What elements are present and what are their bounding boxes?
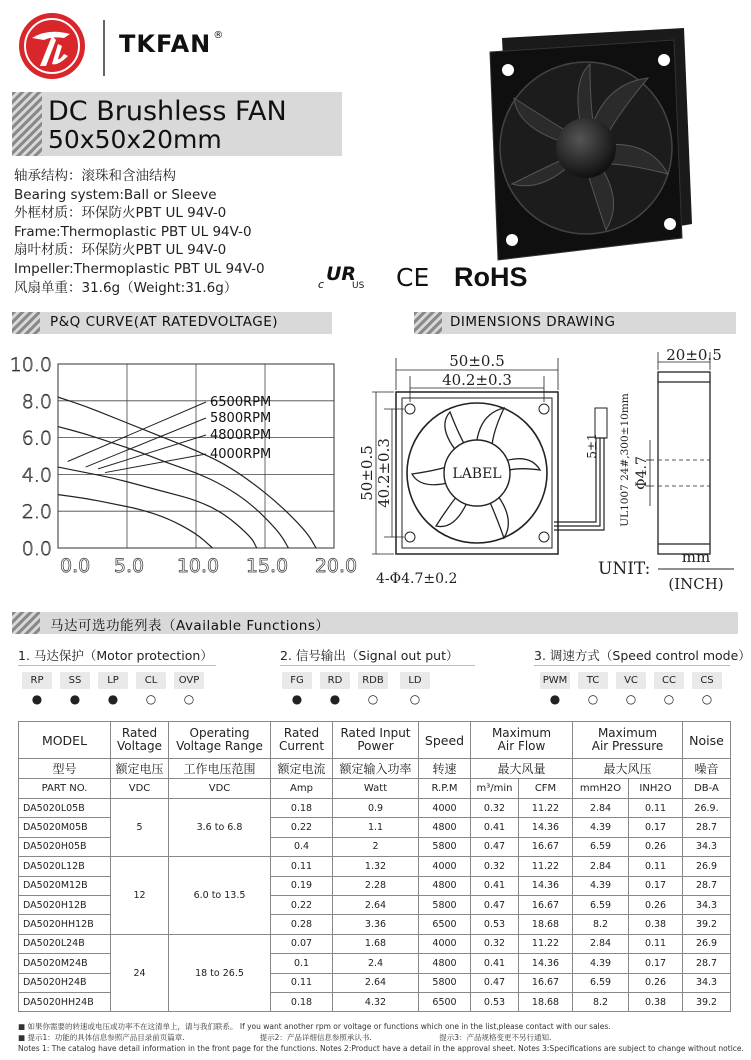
table-cell: 2.84 bbox=[573, 857, 629, 876]
header-cn-cell: 转速 bbox=[419, 759, 471, 779]
x-tick-label: 0.0 bbox=[60, 555, 91, 577]
depth-label: 20±0.5 bbox=[666, 346, 722, 364]
unit-mm: mm bbox=[681, 548, 711, 566]
speed-control-title: 3. 调速方式（Speed control mode） bbox=[534, 648, 751, 663]
table-cell: DA5020M12B bbox=[19, 876, 111, 895]
header-rated-voltage: Rated Voltage bbox=[111, 722, 169, 759]
dimensions-section-stripe bbox=[414, 312, 442, 334]
hole-diameter-label: Φ4.7 bbox=[634, 456, 650, 490]
motor-protection-title: 1. 马达保护（Motor protection） bbox=[18, 648, 213, 663]
table-cell: DA5020L12B bbox=[19, 857, 111, 876]
table-cell: 11.22 bbox=[519, 934, 573, 953]
table-cell: 11.22 bbox=[519, 857, 573, 876]
y-tick-label: 4.0 bbox=[21, 464, 52, 487]
table-cell: DA5020M24B bbox=[19, 954, 111, 973]
table-cell: 0.32 bbox=[471, 857, 519, 876]
table-cell: 1.1 bbox=[333, 818, 419, 837]
table-cell: 6.0 to 13.5 bbox=[169, 857, 271, 935]
table-cell: 2.64 bbox=[333, 895, 419, 914]
footnote: ■ 如果你需要的转速或电压或功率不在这清单上，请与我们联系。 If you want another rpm or voltage or functions which one in the list,please contact with our sales. bbox=[18, 1022, 611, 1031]
function-option: RDB ○ bbox=[356, 672, 390, 708]
table-cell: 0.38 bbox=[629, 915, 683, 934]
table-cell: 18 to 26.5 bbox=[169, 934, 271, 1012]
table-cell: 0.26 bbox=[629, 837, 683, 856]
table-cell: 11.22 bbox=[519, 799, 573, 818]
table-cell: DA5020H24B bbox=[19, 973, 111, 992]
table-cell: 0.11 bbox=[271, 857, 333, 876]
series-line bbox=[58, 495, 213, 548]
table-cell: 16.67 bbox=[519, 895, 573, 914]
table-cell: 4.39 bbox=[573, 954, 629, 973]
header-cn-cell: 额定电流 bbox=[271, 759, 333, 779]
table-body bbox=[19, 799, 731, 1012]
table-cell: 0.07 bbox=[271, 934, 333, 953]
unit-cell: VDC bbox=[169, 779, 271, 799]
table-cell: 0.9 bbox=[333, 799, 419, 818]
table-cell: DA5020M05B bbox=[19, 818, 111, 837]
table-cell: DA5020L05B bbox=[19, 799, 111, 818]
function-option: CL ○ bbox=[134, 672, 168, 708]
height-pitch-label: 40.2±0.3 bbox=[375, 438, 393, 508]
header-cn-cell: 最大风压 bbox=[573, 759, 683, 779]
fan-cable bbox=[554, 408, 607, 530]
table-cell: 34.3 bbox=[683, 895, 731, 914]
header-speed: Speed bbox=[419, 722, 471, 759]
table-cell: 8.2 bbox=[573, 915, 629, 934]
table-cell: 6.59 bbox=[573, 973, 629, 992]
table-cell: 26.9. bbox=[683, 799, 731, 818]
unit-cell: m³/min bbox=[471, 779, 519, 799]
table-units-row bbox=[19, 779, 731, 799]
brand-name: TKFAN ® bbox=[119, 30, 225, 58]
strip-length-label: 5±1 bbox=[585, 433, 599, 459]
table-cell: 5800 bbox=[419, 973, 471, 992]
spec-line: 风扇单重：31.6g（Weight:31.6g） bbox=[14, 279, 238, 296]
x-tick-label: 20.0 bbox=[314, 555, 358, 577]
table-cell: 34.3 bbox=[683, 837, 731, 856]
function-option: RP ● bbox=[20, 672, 54, 708]
unit-cell: DB-A bbox=[683, 779, 731, 799]
table-cell: 3.6 to 6.8 bbox=[169, 799, 271, 857]
ul-recognized-icon: UR bbox=[326, 263, 357, 285]
x-tick-label: 5.0 bbox=[113, 555, 145, 577]
page-subtitle: 50x50x20mm bbox=[48, 125, 222, 154]
ul-us-mark: US bbox=[352, 281, 365, 291]
table-cell: 6.59 bbox=[573, 837, 629, 856]
series-pointer bbox=[105, 454, 206, 473]
table-cell: 2.84 bbox=[573, 799, 629, 818]
table-cell: 28.7 bbox=[683, 954, 731, 973]
table-cell: 0.26 bbox=[629, 895, 683, 914]
dimensions-section-title: DIMENSIONS DRAWING bbox=[450, 314, 616, 330]
table-cell: 16.67 bbox=[519, 973, 573, 992]
series-label: 6500RPM bbox=[210, 395, 272, 410]
footnotes bbox=[18, 1021, 744, 1054]
tkfan-logo-icon bbox=[12, 10, 92, 82]
function-option: FG ● bbox=[280, 672, 314, 708]
table-cell: DA5020L24B bbox=[19, 934, 111, 953]
series-line bbox=[58, 467, 257, 548]
table-cell: 16.67 bbox=[519, 837, 573, 856]
table-cell: 2.4 bbox=[333, 954, 419, 973]
table-cell: 0.28 bbox=[271, 915, 333, 934]
table-cell: 0.41 bbox=[471, 876, 519, 895]
series-label: 4800RPM bbox=[210, 428, 272, 443]
spec-table bbox=[18, 721, 731, 1012]
unit-cell: CFM bbox=[519, 779, 573, 799]
header-rated-input: Rated Input Power bbox=[333, 722, 419, 759]
table-cell: 0.47 bbox=[471, 895, 519, 914]
unit-cell: INH2O bbox=[629, 779, 683, 799]
height-label: 50±0.5 bbox=[358, 445, 376, 501]
table-cell: 8.2 bbox=[573, 992, 629, 1011]
header-operating-range: Operating Voltage Range bbox=[169, 722, 271, 759]
table-header-row bbox=[19, 722, 731, 759]
table-cell: 0.41 bbox=[471, 954, 519, 973]
table-cell: 0.22 bbox=[271, 818, 333, 837]
unit-cell: Amp bbox=[271, 779, 333, 799]
rohs-icon: RoHS bbox=[454, 262, 528, 292]
table-cell: 1.32 bbox=[333, 857, 419, 876]
series-label: 5800RPM bbox=[210, 411, 272, 426]
header-airflow: Maximum Air Flow bbox=[471, 722, 573, 759]
footnote: ■ 提示1：功能的具体信息参照产品目录前页篇章. 提示2：产品详细信息参照承认书. 提示3：产品规格变更不另行通知. bbox=[18, 1033, 552, 1042]
spec-line: 外框材质：环保防火PBT UL 94V-0 bbox=[14, 205, 227, 222]
unit-cell: mmH2O bbox=[573, 779, 629, 799]
header-cn-cell: 型号 bbox=[19, 759, 111, 779]
certification-logos bbox=[316, 258, 556, 294]
fan-side-view bbox=[658, 372, 710, 554]
function-option: CC ○ bbox=[652, 672, 686, 708]
fan-photo bbox=[478, 24, 698, 264]
y-tick-label: 0.0 bbox=[21, 538, 52, 560]
header-rated-current: Rated Current bbox=[271, 722, 333, 759]
table-cell: 14.36 bbox=[519, 818, 573, 837]
ul-c-mark: c bbox=[318, 278, 325, 291]
table-cell: 6.59 bbox=[573, 895, 629, 914]
table-cell: 0.22 bbox=[271, 895, 333, 914]
header-cn-cell: 噪音 bbox=[683, 759, 731, 779]
table-cell: DA5020H12B bbox=[19, 895, 111, 914]
spec-list bbox=[14, 167, 344, 297]
table-cell: 18.68 bbox=[519, 915, 573, 934]
table-cell: 0.11 bbox=[271, 973, 333, 992]
table-cell: 0.32 bbox=[471, 934, 519, 953]
signal-output-title: 2. 信号输出（Signal out put） bbox=[280, 648, 459, 663]
y-tick-label: 8.0 bbox=[21, 390, 52, 413]
table-cell: 0.53 bbox=[471, 915, 519, 934]
table-cell: 0.53 bbox=[471, 992, 519, 1011]
table-cell: 18.68 bbox=[519, 992, 573, 1011]
table-row bbox=[19, 799, 731, 818]
table-cell: 0.47 bbox=[471, 837, 519, 856]
brand-divider bbox=[103, 20, 105, 76]
table-cell: 34.3 bbox=[683, 973, 731, 992]
table-cell: 2 bbox=[333, 837, 419, 856]
label-text: LABEL bbox=[452, 466, 502, 482]
table-cell: 0.1 bbox=[271, 954, 333, 973]
header-cn-cell: 额定输入功率 bbox=[333, 759, 419, 779]
series-label: 4000RPM bbox=[210, 447, 272, 462]
table-cell: 0.47 bbox=[471, 973, 519, 992]
table-cell: 0.32 bbox=[471, 799, 519, 818]
table-cell: 6500 bbox=[419, 915, 471, 934]
unit-cell: R.P.M bbox=[419, 779, 471, 799]
table-cell: 4800 bbox=[419, 876, 471, 895]
function-options bbox=[0, 672, 750, 712]
table-cell: 2.28 bbox=[333, 876, 419, 895]
function-option: LP ● bbox=[96, 672, 130, 708]
table-row bbox=[19, 934, 731, 953]
header-cn-cell: 额定电压 bbox=[111, 759, 169, 779]
functions-section-title: 马达可选功能列表（Available Functions） bbox=[50, 618, 330, 634]
spec-line: 轴承结构：滚珠和含油结构 bbox=[14, 168, 176, 184]
series-pointer bbox=[68, 402, 206, 462]
table-cell: 4800 bbox=[419, 818, 471, 837]
table-cell: 28.7 bbox=[683, 876, 731, 895]
table-cell: 4800 bbox=[419, 954, 471, 973]
unit-label: UNIT: bbox=[598, 559, 651, 579]
table-cell: 26.9 bbox=[683, 934, 731, 953]
holes-label: 4-Φ4.7±0.2 bbox=[376, 571, 458, 587]
table-cell: 26.9 bbox=[683, 857, 731, 876]
table-cell: 0.11 bbox=[629, 934, 683, 953]
table-cell: 1.68 bbox=[333, 934, 419, 953]
page-title: DC Brushless FAN bbox=[48, 96, 287, 127]
table-cell: 5800 bbox=[419, 895, 471, 914]
unit-cell: VDC bbox=[111, 779, 169, 799]
unit-cell: Watt bbox=[333, 779, 419, 799]
y-tick-label: 6.0 bbox=[21, 427, 52, 450]
table-cell: 39.2 bbox=[683, 915, 731, 934]
function-option: OVP ○ bbox=[172, 672, 206, 708]
function-option: CS ○ bbox=[690, 672, 724, 708]
table-cell: 14.36 bbox=[519, 954, 573, 973]
unit-cell: PART NO. bbox=[19, 779, 111, 799]
table-cell: 5 bbox=[111, 799, 169, 857]
table-header-cn-row bbox=[19, 759, 731, 779]
motor-protection-rule bbox=[18, 665, 216, 666]
pq-curve-chart bbox=[9, 348, 358, 588]
table-cell: 6500 bbox=[419, 992, 471, 1011]
table-cell: 0.19 bbox=[271, 876, 333, 895]
table-cell: 0.18 bbox=[271, 992, 333, 1011]
spec-line: Impeller:Thermoplastic PBT UL 94V-0 bbox=[14, 260, 265, 277]
table-cell: 0.4 bbox=[271, 837, 333, 856]
table-cell: 5800 bbox=[419, 837, 471, 856]
x-tick-label: 10.0 bbox=[176, 555, 220, 577]
spec-line: Frame:Thermoplastic PBT UL 94V-0 bbox=[14, 223, 252, 240]
table-cell: 0.41 bbox=[471, 818, 519, 837]
table-cell: 0.26 bbox=[629, 973, 683, 992]
function-option: TC ○ bbox=[576, 672, 610, 708]
table-cell: 0.38 bbox=[629, 992, 683, 1011]
table-cell: 0.18 bbox=[271, 799, 333, 818]
table-cell: 0.17 bbox=[629, 876, 683, 895]
header-cn-cell: 工作电压范围 bbox=[169, 759, 271, 779]
table-cell: DA5020H05B bbox=[19, 837, 111, 856]
header-noise: Noise bbox=[683, 722, 731, 759]
function-option: SS ● bbox=[58, 672, 92, 708]
title-stripe bbox=[12, 92, 42, 156]
pq-section-stripe bbox=[12, 312, 40, 334]
header-pressure: Maximum Air Pressure bbox=[573, 722, 683, 759]
spec-line: 扇叶材质：环保防火PBT UL 94V-0 bbox=[14, 242, 227, 259]
table-cell: DA5020HH12B bbox=[19, 915, 111, 934]
table-cell: 0.17 bbox=[629, 818, 683, 837]
x-tick-label: 15.0 bbox=[245, 555, 289, 577]
speed-control-rule bbox=[534, 665, 730, 666]
cable-spec-label: UL1007 24#,300±10mm bbox=[619, 393, 631, 527]
footnote: Notes 1: The catalog have detail information in the front page for the functions. Notes 2:Product have a detail in the approval sheet. Notes 3:Specifications are subject to change without notice. bbox=[18, 1044, 744, 1053]
table-cell: 24 bbox=[111, 934, 169, 1012]
table-cell: 0.17 bbox=[629, 954, 683, 973]
pq-section-title: P&Q CURVE(AT RATEDVOLTAGE) bbox=[50, 314, 278, 330]
functions-section-stripe bbox=[12, 612, 40, 634]
table-cell: 4000 bbox=[419, 934, 471, 953]
table-row bbox=[19, 857, 731, 876]
unit-inch: (INCH) bbox=[668, 575, 724, 593]
table-cell: 2.64 bbox=[333, 973, 419, 992]
function-option: VC ○ bbox=[614, 672, 648, 708]
table-cell: DA5020HH24B bbox=[19, 992, 111, 1011]
signal-output-rule bbox=[280, 665, 475, 666]
table-cell: 4.32 bbox=[333, 992, 419, 1011]
table-cell: 3.36 bbox=[333, 915, 419, 934]
table-cell: 14.36 bbox=[519, 876, 573, 895]
table-cell: 0.11 bbox=[629, 799, 683, 818]
width-label: 50±0.5 bbox=[449, 352, 505, 370]
hole-pitch-label: 40.2±0.3 bbox=[442, 371, 512, 389]
spec-line: Bearing system:Ball or Sleeve bbox=[14, 186, 217, 203]
depth-dimension-lines bbox=[646, 352, 710, 506]
series-pointer bbox=[86, 418, 206, 467]
table-cell: 0.11 bbox=[629, 857, 683, 876]
y-tick-label: 2.0 bbox=[21, 501, 52, 524]
function-option: RD ● bbox=[318, 672, 352, 708]
table-cell: 4000 bbox=[419, 857, 471, 876]
table-cell: 4.39 bbox=[573, 818, 629, 837]
y-tick-label: 10.0 bbox=[9, 354, 52, 376]
table-cell: 39.2 bbox=[683, 992, 731, 1011]
table-cell: 4.39 bbox=[573, 876, 629, 895]
ce-icon: CE bbox=[396, 263, 430, 292]
table-cell: 28.7 bbox=[683, 818, 731, 837]
header-cn-cell: 最大风量 bbox=[471, 759, 573, 779]
series-line bbox=[58, 397, 316, 548]
table-cell: 4000 bbox=[419, 799, 471, 818]
function-option: PWM ● bbox=[538, 672, 572, 708]
dimensions-drawing bbox=[358, 342, 748, 598]
table-cell: 12 bbox=[111, 857, 169, 935]
function-option: LD ○ bbox=[398, 672, 432, 708]
header-model: MODEL bbox=[19, 722, 111, 759]
table-cell: 2.84 bbox=[573, 934, 629, 953]
